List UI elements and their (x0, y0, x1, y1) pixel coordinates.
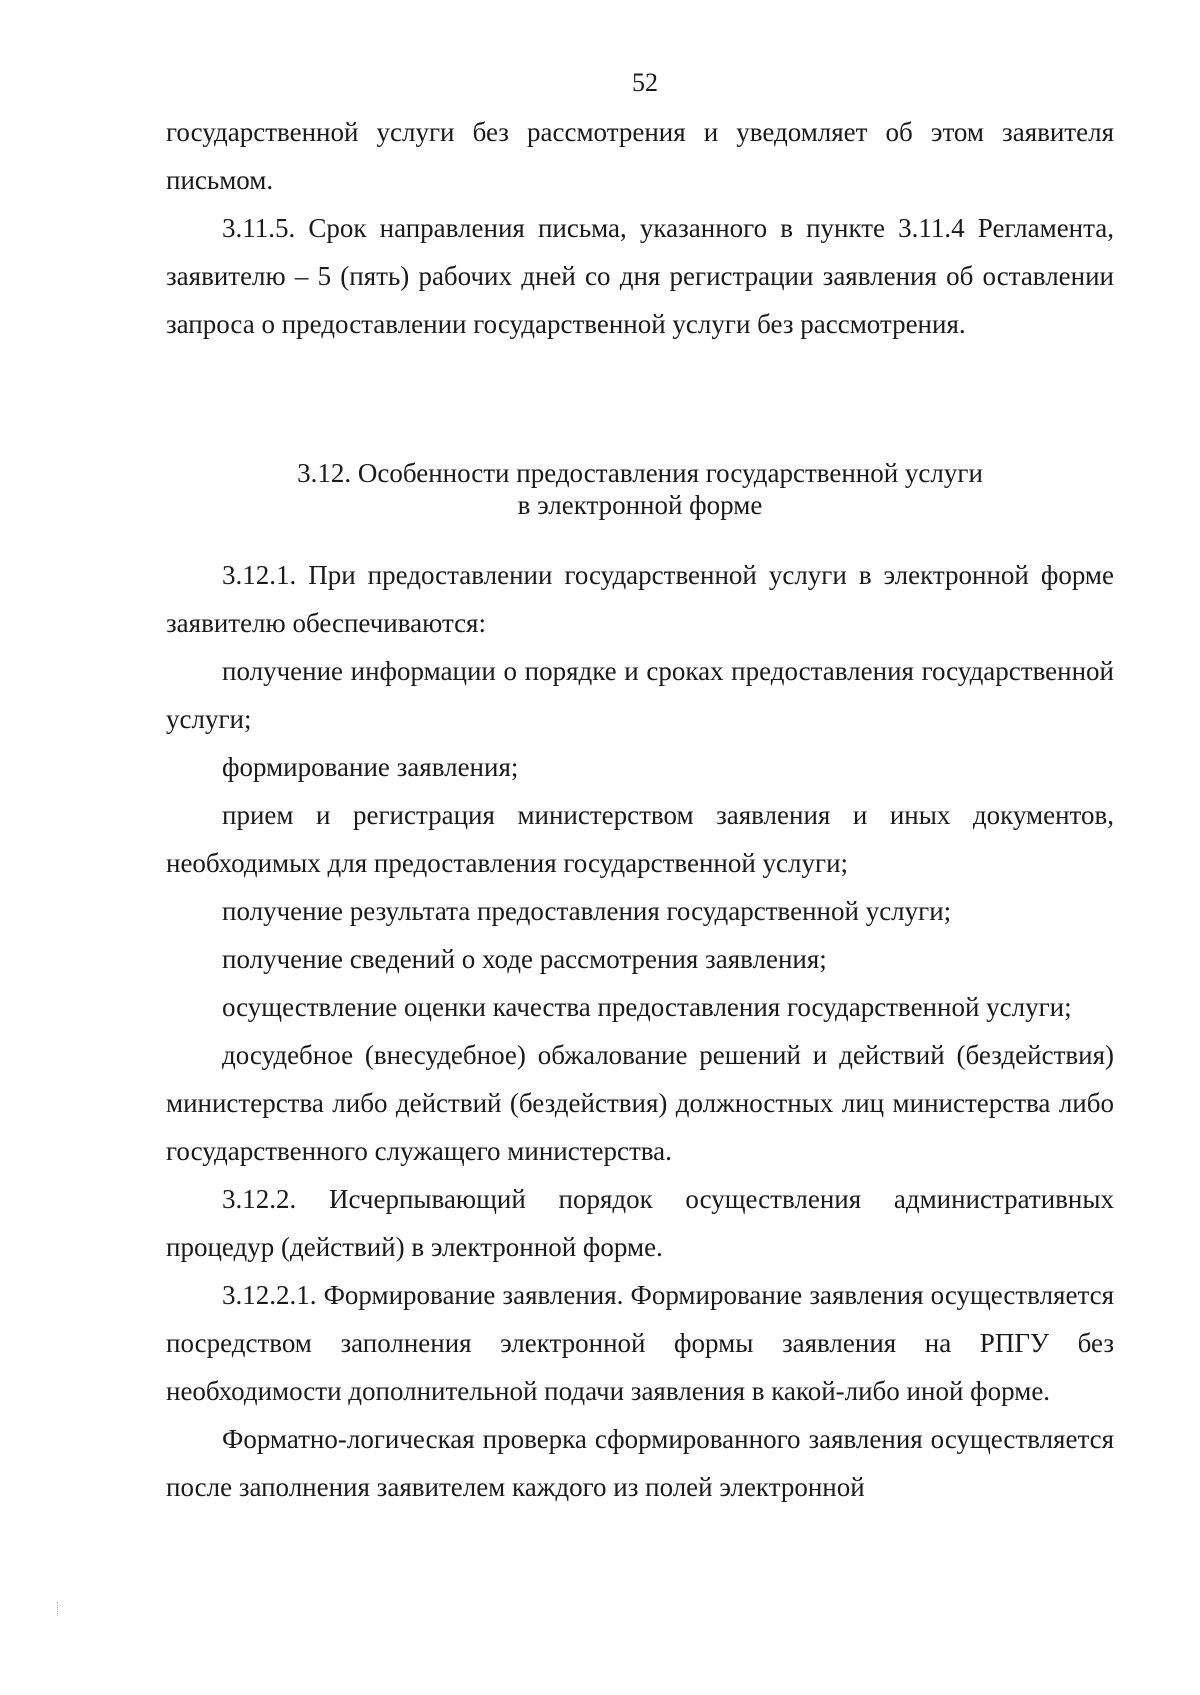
paragraph: государственной услуги без рассмотрения и уведомляет об этом заявителя письмом. (166, 117, 1114, 195)
scan-edge-mark (57, 1602, 60, 1616)
list-item: досудебное (внесудебное) обжалование решений и действий (бездействия) министерства либо действий (бездействия) должностных лиц министерства либо государственного служащего министерства. (166, 1040, 1114, 1166)
section-heading-line: 3.12. Особенности предоставления государственной услуги (297, 458, 983, 488)
section-3-12-body (166, 551, 1114, 1511)
list-item: получение результата предоставления государственной услуги; (222, 896, 952, 926)
paragraph: 3.12.1. При предоставлении государственной услуги в электронной форме заявителю обеспечиваются: (166, 560, 1114, 638)
list-item: прием и регистрация министерством заявления и иных документов, необходимых для предоставления государственной услуги; (166, 800, 1114, 878)
continuation-text (166, 108, 1114, 204)
paragraph: Форматно-логическая проверка сформированного заявления осуществляется после заполнения заявителем каждого из полей электронной (166, 1424, 1114, 1502)
list-item: осуществление оценки качества предоставления государственной услуги; (222, 992, 1072, 1022)
list-item: получение сведений о ходе рассмотрения заявления; (222, 944, 827, 974)
clause-3-11-5 (166, 204, 1114, 348)
list-item: получение информации о порядке и сроках предоставления государственной услуги; (166, 656, 1114, 734)
page-number: 52 (632, 68, 658, 97)
paragraph: 3.11.5. Срок направления письма, указанного в пункте 3.11.4 Регламента, заявителю – 5 (пять) рабочих дней со дня регистрации заявления об оставлении запроса о предоставлении государственной услуги без рассмотрения. (166, 213, 1114, 339)
section-heading (166, 457, 1114, 521)
paragraph: 3.12.2.1. Формирование заявления. Формирование заявления осуществляется посредством заполнения электронной формы заявления на РПГУ без необходимости дополнительной подачи заявления в какой-либо иной форме. (166, 1280, 1114, 1406)
section-heading-line: в электронной форме (517, 490, 763, 520)
list-item: формирование заявления; (222, 752, 519, 782)
paragraph: 3.12.2. Исчерпывающий порядок осуществления административных процедур (действий) в электронной форме. (166, 1184, 1114, 1262)
